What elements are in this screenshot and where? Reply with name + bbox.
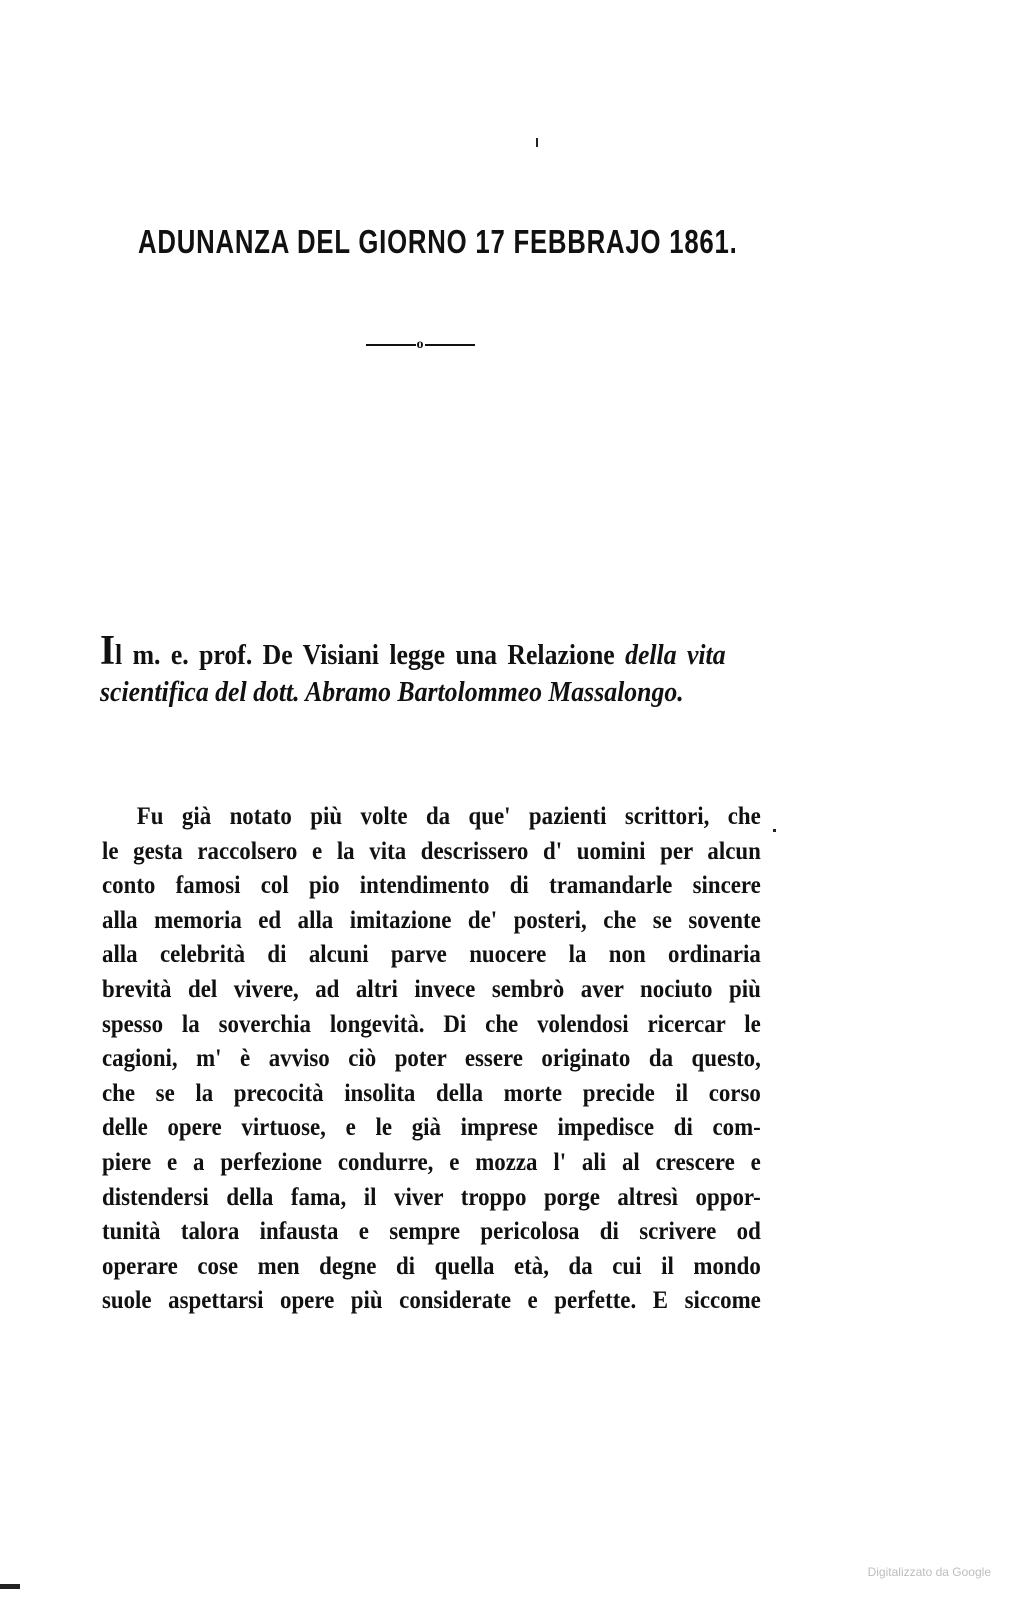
text-line: spesso la soverchia longevità. Di che volendosi ricercar le [102, 1010, 761, 1038]
text-line: tunità talora infausta e sempre pericolosa di scrivere od [102, 1218, 761, 1246]
drop-cap: I [100, 628, 116, 674]
scan-speck [773, 829, 776, 832]
lead-italic-text: della vita scientifica del dott. Abramo Bartolommeo Massalongo. [100, 640, 726, 708]
text-line: cagioni, m' è avviso ciò poter essere originato da questo, [102, 1045, 761, 1073]
scan-speck [536, 138, 538, 147]
scan-edge-mark [0, 1584, 20, 1589]
text-line: piere e a perfezione condurre, e mozza l' ali al crescere e [102, 1148, 761, 1176]
body-paragraph [102, 800, 761, 1319]
text-line: delle opere virtuose, e le già imprese impedisce di com- [102, 1114, 761, 1142]
text-line: che se la precocità insolita della morte precide il corso [102, 1079, 761, 1107]
session-title: ADUNANZA DEL GIORNO 17 FEBBRAJO 1861. [138, 223, 738, 260]
ornament-rule-left [366, 344, 416, 346]
title-ornament [360, 336, 480, 354]
lead-paragraph [100, 628, 726, 711]
text-line: le gesta raccolsero e la vita descrissero d' uomini per alcun [102, 837, 761, 865]
ornament-rule-right [425, 344, 475, 346]
text-line: alla celebrità di alcuni parve nuocere la non ordinaria [102, 941, 761, 969]
lead-text: l m. e. prof. De Visiani legge una Relazione [115, 640, 626, 671]
digitization-watermark: Digitalizzato da Google [867, 1565, 991, 1579]
text-line: conto famosi col pio intendimento di tramandarle sincere [102, 872, 761, 900]
text-line: alla memoria ed alla imitazione de' posteri, che se sovente [102, 906, 761, 934]
ornament-mark: o [416, 337, 424, 352]
text-line: Fu già notato più volte da que' pazienti scrittori, che [136, 803, 761, 830]
text-line: distendersi della fama, il viver troppo porge altresì oppor- [102, 1183, 761, 1211]
text-line: brevità del vivere, ad altri invece sembrò aver nociuto più [102, 975, 761, 1003]
text-line: suole aspettarsi opere più considerate e perfette. E siccome [102, 1287, 761, 1315]
text-line: operare cose men degne di quella età, da cui il mondo [102, 1252, 761, 1280]
